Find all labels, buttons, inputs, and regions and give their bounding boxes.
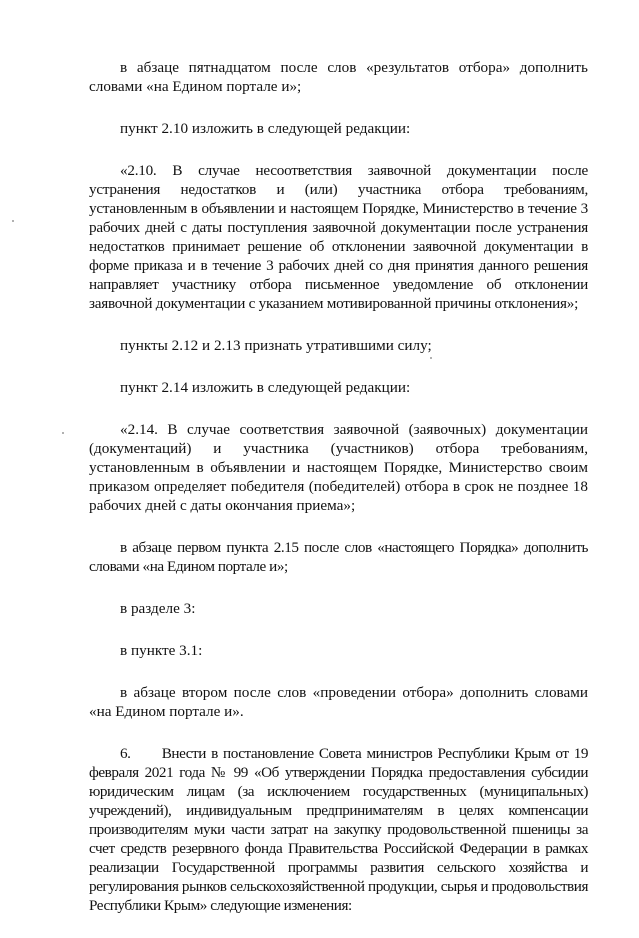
paragraph-3: «2.10. В случае несоответствия заявочной документации после устранения недостатков и (или) участника отбора требованиям, установленным в объявлении и настоящем Порядке, Министерство в течение 3 рабочих дней с даты поступления заявочной документации после устранения недостатков принимает решение об отклонении заявочной документации в форме приказа и в течение 3 рабочих дней со дня принятия данного решения направляет участнику отбора письменное уведомление об отклонении заявочной документации с указанием мотивированной причины отклонения»; (89, 162, 588, 312)
paragraph-9: в пункте 3.1: (120, 642, 203, 659)
paragraph-2: пункт 2.10 изложить в следующей редакции: (120, 120, 411, 137)
paragraph-7: в абзаце первом пункта 2.15 после слов «настоящего Порядка» дополнить словами «на Едином портале и»; (89, 539, 588, 575)
paragraph-4: пункты 2.12 и 2.13 признать утратившими силу; (120, 337, 432, 354)
document-body (89, 58, 588, 938)
paragraph-6: «2.14. В случае соответствия заявочной (заявочных) документации (документаций) и участника (участников) отбора требованиям, установленным в объявлении и настоящем Порядке, Министерство своим приказом определяет победителя (победителей) отбора в срок не позднее 18 рабочих дней с даты окончания приема»; (89, 421, 588, 514)
paragraph-11: 6. Внести в постановление Совета министров Республики Крым от 19 февраля 2021 года № 99 «Об утверждении Порядка предоставления субсидии юридическим лицам (за исключением государственных (муниципальных) учреждений), индивидуальным предпринимателям в целях компенсации производителям муки части затрат на закупку продовольственной пшеницы за счет средств резервного фонда Правительства Российской Федерации в рамках реализации Государственной программы развития сельского хозяйства и регулирования рынков сельскохозяйственной продукции, сырья и продовольствия Республики Крым» следующие изменения: (89, 745, 588, 914)
paragraph-5: пункт 2.14 изложить в следующей редакции: (120, 379, 411, 396)
scan-speck (430, 357, 432, 359)
scan-speck (62, 432, 64, 434)
paragraph-1: в абзаце пятнадцатом после слов «результатов отбора» дополнить словами «на Едином портале и»; (89, 59, 588, 95)
scan-speck (12, 220, 14, 222)
paragraph-10: в абзаце втором после слов «проведении отбора» дополнить словами «на Едином портале и». (89, 684, 588, 720)
paragraph-8: в разделе 3: (120, 600, 196, 617)
